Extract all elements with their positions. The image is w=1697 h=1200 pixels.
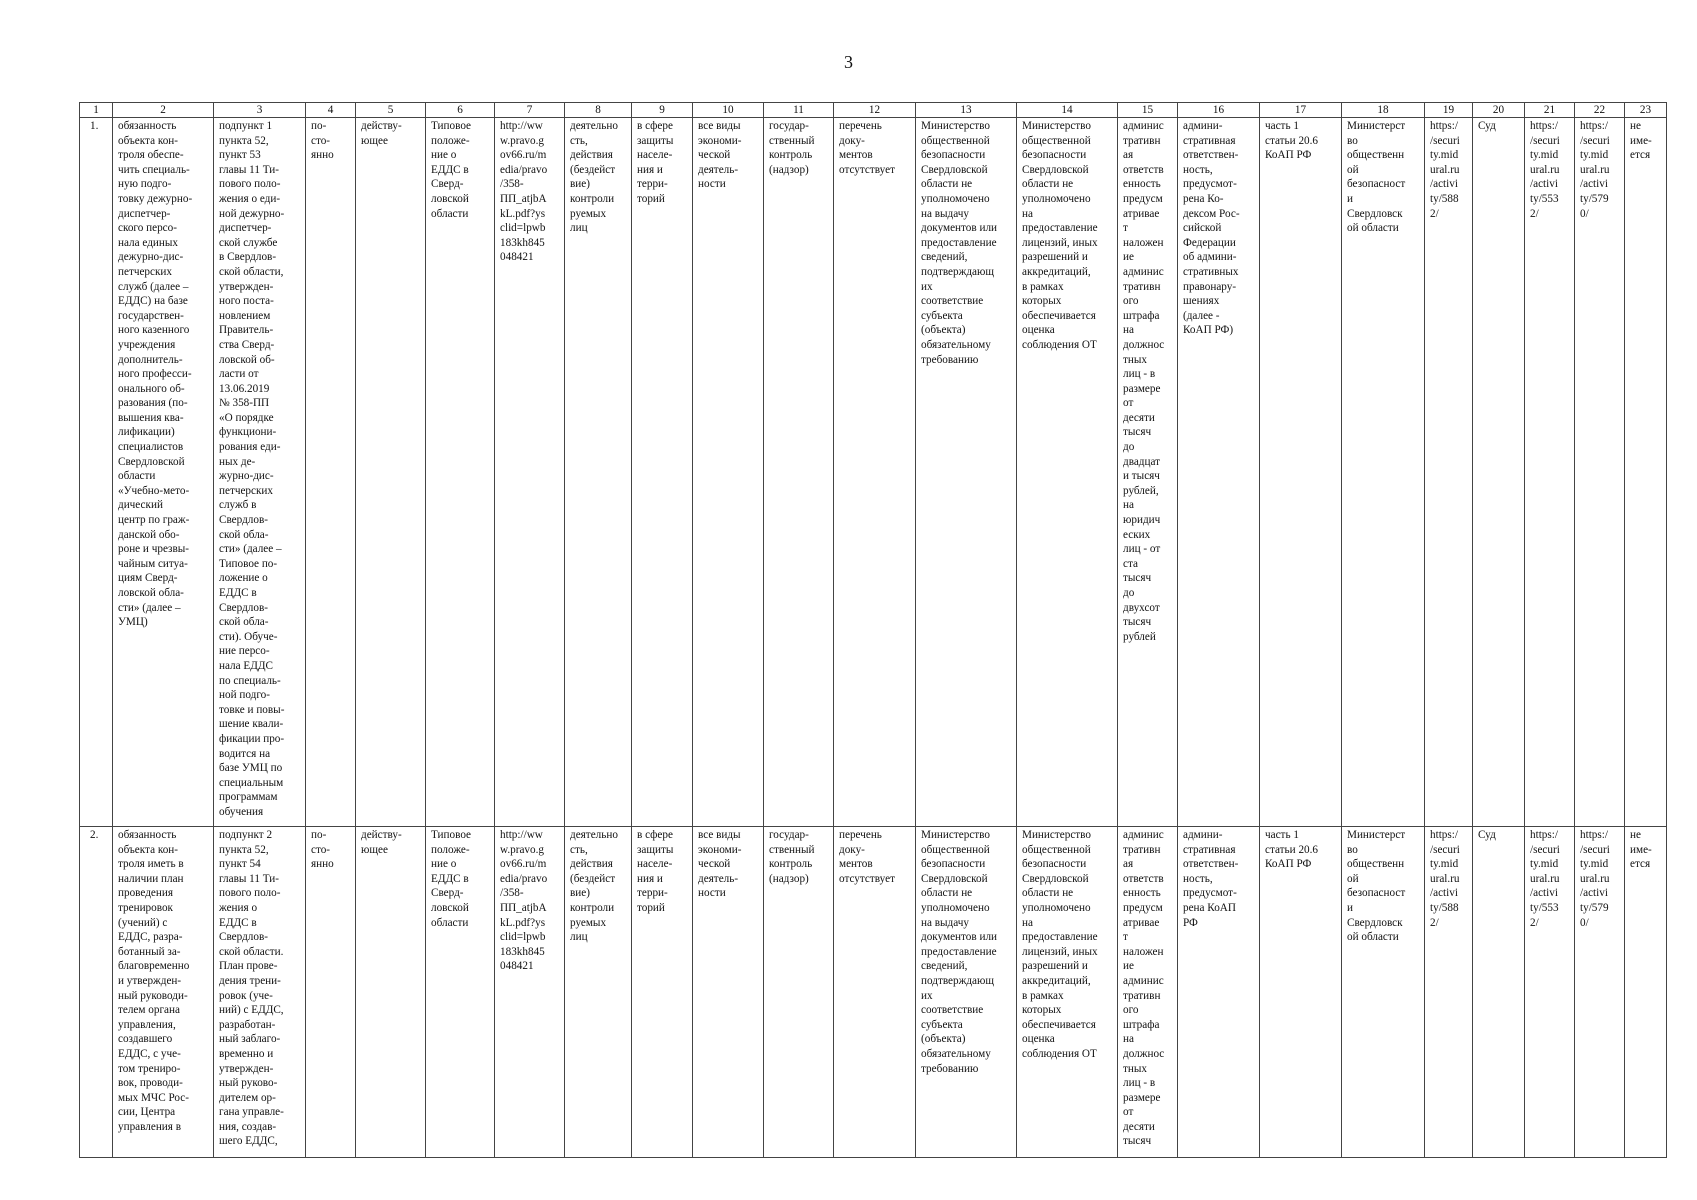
article-cell (1260, 118, 1342, 827)
requirements-table (79, 102, 1667, 1158)
documents-cell (834, 827, 916, 1158)
cell-text: админис тративн ая ответств енность предусм атривае т наложен ие админис тративн ого штрафа на должнос тных лиц - в размере от десяти тысяч (1123, 829, 1165, 1148)
cell-text[interactable]: https:/ /securi ty.mid ural.ru /activi ty/553 2/ (1530, 829, 1560, 929)
cell-text: часть 1 статьи 20.6 КоАП РФ (1265, 120, 1319, 162)
cell-text: все виды экономи- ческой деятель- ности (698, 120, 742, 191)
table-row (80, 118, 1667, 827)
requirement-cell (113, 118, 214, 827)
cell-text: часть 1 статьи 20.6 КоАП РФ (1265, 829, 1319, 871)
column-number: 8 (565, 103, 632, 118)
link-cell[interactable] (1525, 118, 1575, 827)
header-row (80, 103, 1667, 118)
status-cell (356, 118, 426, 827)
period-cell (306, 118, 356, 827)
link-cell[interactable] (1425, 118, 1473, 827)
column-number: 5 (356, 103, 426, 118)
court-cell (1473, 827, 1525, 1158)
documents-cell (834, 118, 916, 827)
page-number: 3 (844, 52, 853, 72)
article-cell (1260, 827, 1342, 1158)
column-number: 3 (214, 103, 306, 118)
liability-cell (1178, 827, 1260, 1158)
licensing-cell (1017, 118, 1118, 827)
column-number: 21 (1525, 103, 1575, 118)
column-number: 1 (80, 103, 113, 118)
cell-text: Министерство общественной безопасности Свердловской области не уполномочено на выдачу документов или предоставление сведений, подтверждающ их соответствие субъекта (объекта) обязательному требованию (921, 829, 998, 1075)
cell-text: Суд (1478, 829, 1496, 841)
column-number: 2 (113, 103, 214, 118)
cell-text: подпункт 1 пункта 52, пункт 53 главы 11 Ти- пового поло- жения о еди- ной дежурно- диспетчер- ской службе в Свердлов- ской области, утвержден- ного поста- новлением Правитель- ства Сверд- ловской об- ласти от 13.06.2019 № 358-ПП «О порядке функциони- рования еди- ных де- журно-дис- петчерских служб в Свердлов- ской обла- сти» (далее – Типовое по- ложение о ЕДДС в Свердлов- ской обла- сти). Обуче- ние персо- нала ЕДДС по специаль- ной подго- товке и повы- шение квали- фикации про- водится на базе УМЦ по специальным программам обучения (219, 120, 285, 818)
cell-text: админи- стративная ответствен- ность, предусмот- рена Ко- дексом Рос- сийской Федерации об админи- стративных правонару- шениях (далее - КоАП РФ) (1183, 120, 1240, 337)
cell-text: 1. (90, 120, 99, 132)
cell-text[interactable]: https:/ /securi ty.mid ural.ru /activi ty/553 2/ (1530, 120, 1560, 220)
cell-text: государ- ственный контроль (надзор) (769, 120, 815, 176)
column-number: 4 (306, 103, 356, 118)
penalty-cell (1118, 118, 1178, 827)
cell-text: в сфере защиты населе- ния и терри- торий (637, 120, 674, 205)
column-number: 14 (1017, 103, 1118, 118)
table-row (80, 827, 1667, 1158)
legal-basis-cell (214, 118, 306, 827)
confirmation-cell (916, 118, 1017, 827)
column-number: 19 (1425, 103, 1473, 118)
sphere-cell (632, 118, 693, 827)
cell-text: все виды экономи- ческой деятель- ности (698, 829, 742, 900)
column-number: 11 (764, 103, 834, 118)
link-cell[interactable] (1425, 827, 1473, 1158)
subject-cell (565, 827, 632, 1158)
column-number: 15 (1118, 103, 1178, 118)
cell-text: 2. (90, 829, 99, 841)
column-number: 6 (426, 103, 495, 118)
cell-text[interactable]: https:/ /securi ty.mid ural.ru /activi ty/588 2/ (1430, 120, 1460, 220)
cell-text: действу- ющее (361, 120, 402, 147)
confirmation-cell (916, 827, 1017, 1158)
row-number-cell (80, 118, 113, 827)
authority-cell (1342, 118, 1425, 827)
cell-text: Министерст во общественн ой безопасност и Свердловск ой области (1347, 829, 1406, 944)
column-number: 12 (834, 103, 916, 118)
cell-text[interactable]: http://ww w.pravo.g ov66.ru/m edia/pravo /358- ПП_atjbA kL.pdf?ys clid=lpwb 183kh845 048421 (500, 120, 548, 264)
sphere-cell (632, 827, 693, 1158)
cell-text: админис тративн ая ответств енность предусм атривае т наложен ие админис тративн ого штрафа на должнос тных лиц - в размере от десяти тысяч до двадцат и тысяч рублей, на юридич еских лиц - от ста тысяч до двухсот тысяч рублей (1123, 120, 1165, 643)
column-number: 16 (1178, 103, 1260, 118)
column-number: 23 (1625, 103, 1667, 118)
cell-text: не име- ется (1630, 829, 1652, 871)
court-cell (1473, 118, 1525, 827)
note-cell (1625, 827, 1667, 1158)
cell-text: действу- ющее (361, 829, 402, 856)
cell-text: Министерство общественной безопасности Свердловской области не уполномочено на предоставление лицензий, иных разрешений и аккредитаций, в рамках которых обеспечивается оценка соблюдения ОТ (1022, 829, 1098, 1060)
act-link-cell[interactable] (495, 827, 565, 1158)
cell-text: Министерство общественной безопасности Свердловской области не уполномочено на предоставление лицензий, иных разрешений и аккредитаций, в рамках которых обеспечивается оценка соблюдения ОТ (1022, 120, 1098, 351)
note-cell (1625, 118, 1667, 827)
column-number: 18 (1342, 103, 1425, 118)
penalty-cell (1118, 827, 1178, 1158)
cell-text: деятельно сть, действия (бездейст вие) контроли руемых лиц (570, 829, 618, 944)
authority-cell (1342, 827, 1425, 1158)
column-number: 9 (632, 103, 693, 118)
column-number: 7 (495, 103, 565, 118)
cell-text: деятельно сть, действия (бездейст вие) контроли руемых лиц (570, 120, 618, 235)
link-cell[interactable] (1525, 827, 1575, 1158)
cell-text: в сфере защиты населе- ния и терри- торий (637, 829, 674, 914)
act-link-cell[interactable] (495, 118, 565, 827)
cell-text: государ- ственный контроль (надзор) (769, 829, 815, 885)
licensing-cell (1017, 827, 1118, 1158)
cell-text: Министерст во общественн ой безопасност и Свердловск ой области (1347, 120, 1406, 235)
cell-text: не име- ется (1630, 120, 1652, 162)
cell-text[interactable]: http://ww w.pravo.g ov66.ru/m edia/pravo /358- ПП_atjbA kL.pdf?ys clid=lpwb 183kh845 048421 (500, 829, 548, 973)
cell-text: обязанность объекта кон- троля иметь в наличии план проведения тренировок (учений) с ЕДДС, разра- ботанный за- благовременно и утвержден- ный руководи- телем органа управления, создавшего ЕДДС, с уче- том трениро- вок, проводи- мых МЧС Рос- сии, Центра управления в (118, 829, 190, 1133)
link-cell[interactable] (1575, 827, 1625, 1158)
cell-text: подпункт 2 пункта 52, пункт 54 главы 11 Ти- пового поло- жения о ЕДДС в Свердлов- ской области. План прове- дения трени- ровок (уче- ний) с ЕДДС, разработан- ный заблаго- временно и утвержден- ный руково- дителем ор- гана управле- ния, создав- шего ЕДДС, (219, 829, 284, 1148)
act-cell (426, 827, 495, 1158)
cell-text[interactable]: https:/ /securi ty.mid ural.ru /activi ty/588 2/ (1430, 829, 1460, 929)
cell-text[interactable]: https:/ /securi ty.mid ural.ru /activi ty/579 0/ (1580, 829, 1610, 929)
period-cell (306, 827, 356, 1158)
legal-basis-cell (214, 827, 306, 1158)
subject-cell (565, 118, 632, 827)
activity-cell (693, 827, 764, 1158)
cell-text: Суд (1478, 120, 1496, 132)
control-type-cell (764, 827, 834, 1158)
cell-text: обязанность объекта кон- троля обеспе- чить специаль- ную подго- товку дежурно- диспетчер- ского персо- нала единых дежурно-дис- петчерских служб (далее – ЕДДС) на базе государствен- ного казенного учреждения дополнитель- ного професси- онального об- разования (по- вышения ква- лификации) специалистов Свердловской области «Учебно-мето- дический центр по граж- данской обо- роне и чрезвы- чайным ситуа- циям Сверд- ловской обла- сти» (далее – УМЦ) (118, 120, 193, 629)
cell-text: перечень доку- ментов отсутствует (839, 829, 895, 885)
cell-text: Типовое положе- ние о ЕДДС в Сверд- ловской области (431, 120, 472, 220)
column-number: 10 (693, 103, 764, 118)
status-cell (356, 827, 426, 1158)
column-number: 20 (1473, 103, 1525, 118)
column-number: 22 (1575, 103, 1625, 118)
liability-cell (1178, 118, 1260, 827)
cell-text: перечень доку- ментов отсутствует (839, 120, 895, 176)
control-type-cell (764, 118, 834, 827)
activity-cell (693, 118, 764, 827)
requirement-cell (113, 827, 214, 1158)
row-number-cell (80, 827, 113, 1158)
cell-text: по- сто- янно (311, 829, 334, 871)
cell-text: по- сто- янно (311, 120, 334, 162)
cell-text: Министерство общественной безопасности Свердловской области не уполномочено на выдачу документов или предоставление сведений, подтверждающ их соответствие субъекта (объекта) обязательному требованию (921, 120, 998, 366)
cell-text[interactable]: https:/ /securi ty.mid ural.ru /activi ty/579 0/ (1580, 120, 1610, 220)
column-number: 13 (916, 103, 1017, 118)
cell-text: Типовое положе- ние о ЕДДС в Сверд- ловской области (431, 829, 472, 929)
column-number: 17 (1260, 103, 1342, 118)
act-cell (426, 118, 495, 827)
cell-text: админи- стративная ответствен- ность, предусмот- рена КоАП РФ (1183, 829, 1239, 929)
link-cell[interactable] (1575, 118, 1625, 827)
